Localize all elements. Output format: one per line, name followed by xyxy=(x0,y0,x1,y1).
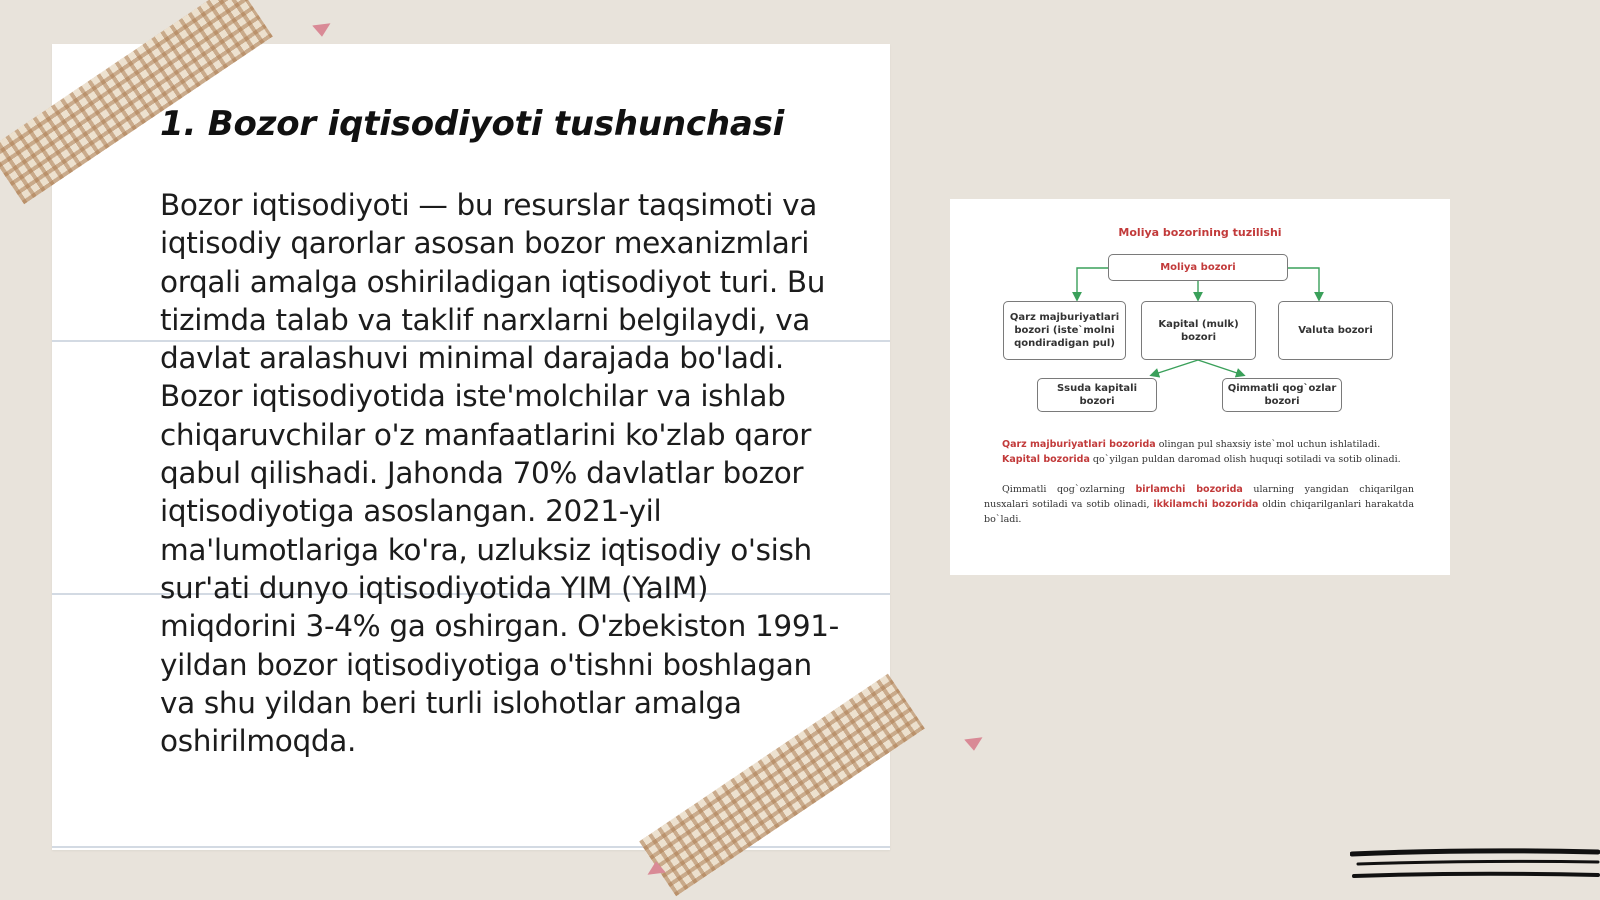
caption-term-birlamchi: birlamchi bozorida xyxy=(1135,484,1243,495)
slide-title: 1. Bozor iqtisodiyoti tushunchasi xyxy=(160,104,785,144)
caption-term-ikkilamchi: ikkilamchi bozorida xyxy=(1153,499,1259,510)
caption-term-qarz: Qarz majburiyatlari bozorida xyxy=(1002,439,1156,450)
box-valuta-bozori: Valuta bozori xyxy=(1278,301,1393,360)
connector-ssuda xyxy=(1152,360,1198,375)
caption-paragraph-2: Kapital bozorida qo`yilgan puldan daromad olish huquqi sotiladi va sotib olinadi. xyxy=(1002,454,1401,465)
box-qarz-majburiyatlari: Qarz majburiyatlari bozori (iste`molni qondiradigan pul) xyxy=(1003,301,1126,360)
diagram-title: Moliya bozorining tuzilishi xyxy=(1118,226,1282,239)
box-kapital-bozori: Kapital (mulk) bozori xyxy=(1141,301,1256,360)
caption-paragraph-1: Qarz majburiyatlari bozorida olingan pul shaxsiy iste`mol uchun ishlatiladi. xyxy=(1002,439,1381,450)
box-qimmatli-qogozlar: Qimmatli qog`ozlar bozori xyxy=(1222,378,1342,412)
root-box-moliya-bozori: Moliya bozori xyxy=(1108,254,1288,281)
connector-qimmatli xyxy=(1198,360,1243,375)
caption-paragraph-3: Qimmatli qog`ozlarning birlamchi bozorida ularning yangidan chiqarilgan nusxalari sotiladi va sotib olinadi, ikkilamchi bozorida oldin chiqarilganlari harakatda bo`ladi. xyxy=(984,484,1414,525)
financial-market-diagram xyxy=(950,199,1450,575)
caption-term-kapital: Kapital bozorida xyxy=(1002,454,1090,465)
tape-corner-decoration xyxy=(964,733,986,752)
box-ssuda-kapitali: Ssuda kapitali bozori xyxy=(1037,378,1157,412)
slide-body-text: Bozor iqtisodiyoti — bu resurslar taqsimoti va iqtisodiy qarorlar asosan bozor mexanizmlari orqali amalga oshiriladigan iqtisodiyot turi. Bu tizimda talab va taklif narxlarni belgilaydi, va davlat aralashuvi minimal darajada bo'ladi. Bozor iqtisodiyotida iste'molchilar va ishlab chiqaruvchilar o'z manfaatlarini ko'zlab qaror qabul qilishadi. Jahonda 70% davlatlar bozor iqtisodiyotiga asoslangan. 2021-yil ma'lumotlariga ko'ra, uzluksiz iqtisodiy o'sish sur'ati dunyo iqtisodiyotida YIM (YaIM) miqdorini 3-4% ga oshirgan. O'zbekiston 1991-yildan bozor iqtisodiyotiga o'tishni boshlagan va shu yildan beri turli islohotlar amalga oshirilmoqda. xyxy=(160,188,839,759)
brush-stroke-decoration xyxy=(1350,848,1600,888)
connector-right xyxy=(1287,268,1319,299)
tape-corner-decoration xyxy=(312,19,334,38)
connector-left xyxy=(1077,268,1110,299)
